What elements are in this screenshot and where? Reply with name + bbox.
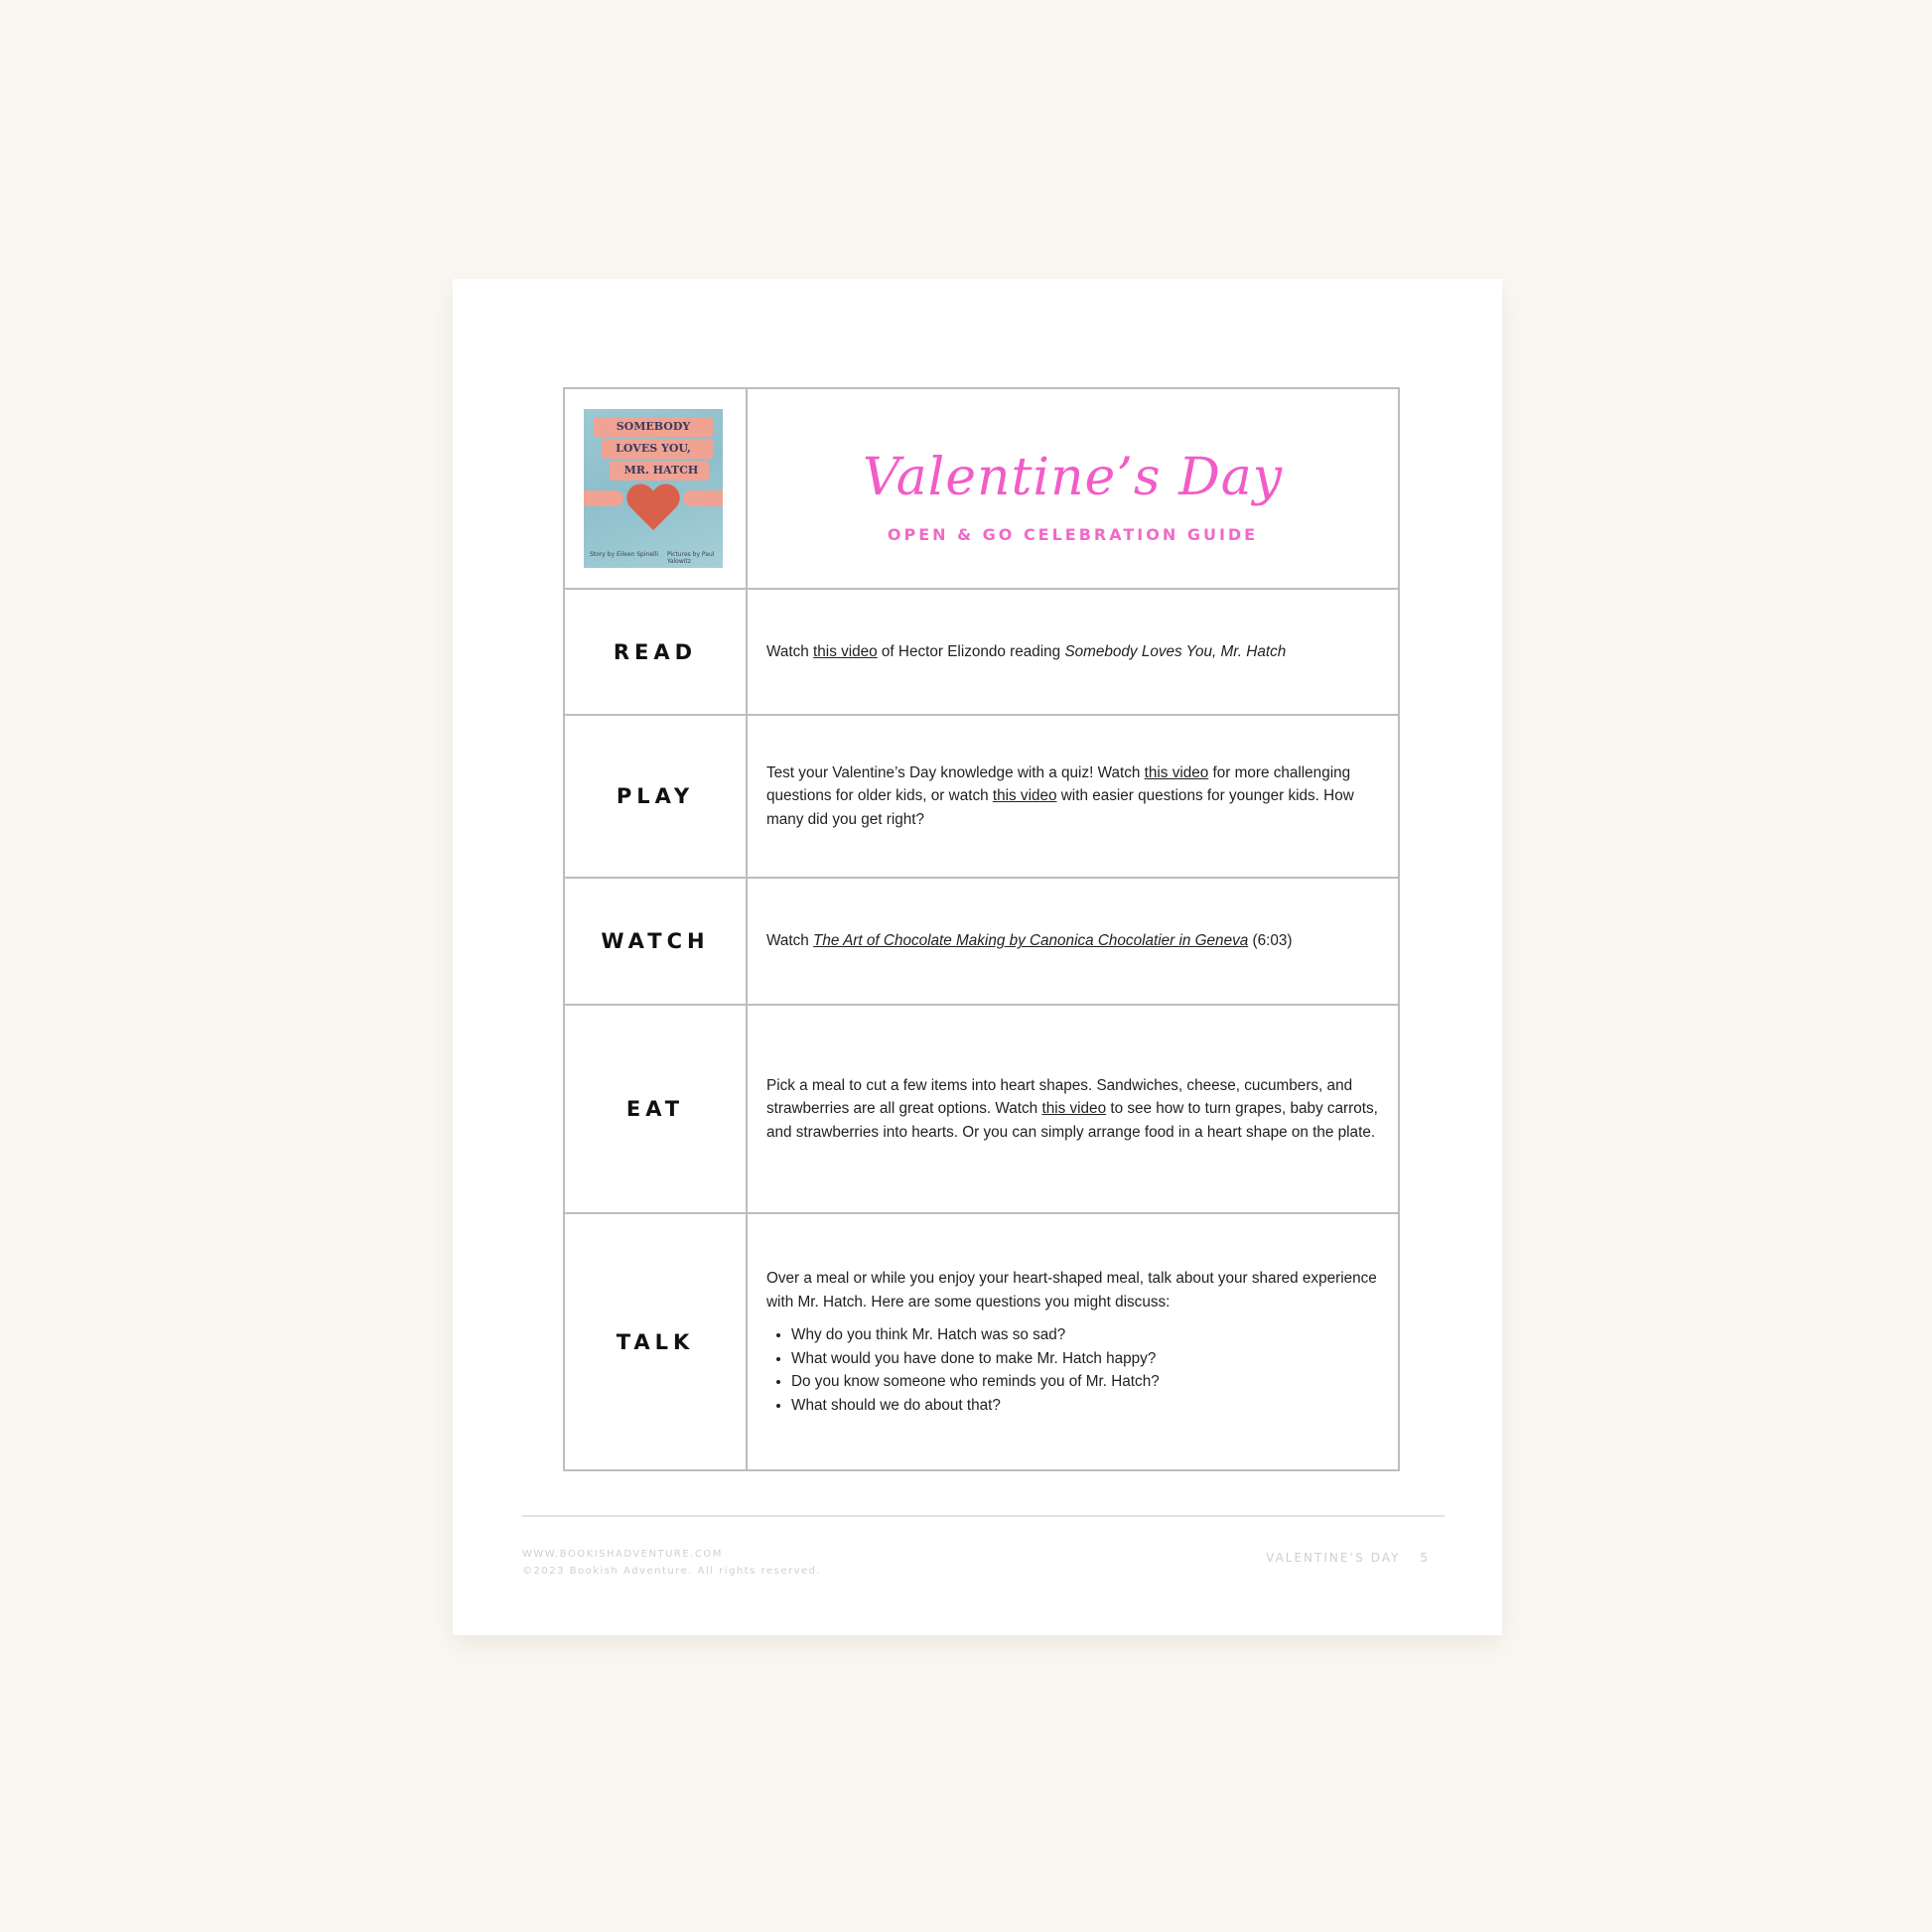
- watch-duration: (6:03): [1248, 932, 1293, 950]
- play-text-1: Test your Valentine’s Day knowledge with a quiz! Watch: [766, 763, 1145, 781]
- watch-content-cell: [747, 878, 1399, 1005]
- play-video-link-younger[interactable]: this video: [992, 787, 1057, 805]
- read-book-title: Somebody Loves You, Mr. Hatch: [1064, 642, 1287, 660]
- document-page: [453, 279, 1502, 1635]
- page-number: 5: [1420, 1551, 1430, 1565]
- eat-row: [564, 1005, 1399, 1213]
- eat-text-2: to see how to turn grapes, baby carrots, and strawberries into hearts. Or you can simply arrange food in a heart shape on the plate.: [766, 1100, 1378, 1141]
- eat-label-cell: [564, 1005, 747, 1213]
- watch-label-cell: [564, 878, 747, 1005]
- cover-author-credit: Story by Eileen Spinelli: [590, 551, 659, 558]
- play-text: [766, 761, 1380, 832]
- watch-label: WATCH: [601, 929, 710, 953]
- talk-content-cell: [747, 1213, 1399, 1470]
- read-video-link[interactable]: this video: [813, 642, 878, 660]
- list-item: • Why do you think Mr. Hatch was so sad?: [791, 1323, 1380, 1347]
- read-text: [766, 640, 1380, 664]
- eat-label: EAT: [625, 1097, 685, 1121]
- play-content-cell: [747, 715, 1399, 878]
- watch-text: [766, 929, 1380, 953]
- footer-website[interactable]: WWW.BOOKISHADVENTURE.COM: [522, 1549, 723, 1560]
- cover-title-line-3: MR. HATCH: [623, 464, 699, 477]
- eat-content-cell: [747, 1005, 1399, 1213]
- play-row: [564, 715, 1399, 878]
- eat-text-1: Pick a meal to cut a few items into heart shapes. Sandwiches, cheese, cucumbers, and strawberries are all great options. Watch: [766, 1076, 1353, 1118]
- list-item: • Do you know someone who reminds you of Mr. Hatch?: [791, 1370, 1380, 1394]
- header-row: [564, 388, 1399, 589]
- read-content-cell: [747, 589, 1399, 715]
- read-row: [564, 589, 1399, 715]
- cover-heart-illustration: [627, 484, 679, 548]
- watch-row: [564, 878, 1399, 1005]
- footer-divider: [522, 1515, 1445, 1517]
- cover-title-line-1: SOMEBODY: [616, 420, 691, 433]
- page-subtitle: OPEN & GO CELEBRATION GUIDE: [887, 524, 1259, 544]
- play-label-cell: [564, 715, 747, 878]
- eat-text: [766, 1074, 1380, 1145]
- cover-ribbon-left: [584, 490, 623, 506]
- read-text-1: Watch: [766, 642, 814, 660]
- cover-illustrator-credit: Pictures by Paul Yalowitz: [667, 551, 715, 565]
- title-cell: [747, 388, 1399, 589]
- watch-video-link[interactable]: The Art of Chocolate Making by Canonica Chocolatier in Geneva: [813, 932, 1249, 950]
- talk-label: TALK: [616, 1329, 695, 1354]
- read-label: READ: [613, 639, 698, 664]
- footer-copyright: ©2023 Bookish Adventure. All rights reserved.: [522, 1566, 822, 1577]
- cover-ribbon-right: [683, 490, 723, 506]
- list-item: • What would you have done to make Mr. Hatch happy?: [791, 1347, 1380, 1371]
- page-title: Valentine’s Day: [862, 447, 1284, 507]
- play-text-3: with easier questions for younger kids. How many did you get right?: [766, 787, 1354, 828]
- play-text-2: for more challenging questions for older kids, or watch: [766, 763, 1351, 805]
- book-cover-image: [584, 409, 723, 568]
- eat-video-link[interactable]: this video: [1041, 1100, 1107, 1118]
- read-label-cell: [564, 589, 747, 715]
- discussion-question-list: [766, 1323, 1380, 1417]
- talk-intro: Over a meal or while you enjoy your heart-shaped meal, talk about your shared experience with Mr. Hatch. Here are some questions you might discuss:: [766, 1270, 1377, 1311]
- play-label: PLAY: [616, 784, 695, 808]
- talk-label-cell: [564, 1213, 747, 1470]
- book-cover-cell: [564, 388, 747, 589]
- play-video-link-older[interactable]: this video: [1144, 763, 1209, 781]
- talk-row: [564, 1213, 1399, 1470]
- cover-title-line-2: LOVES YOU,: [616, 442, 691, 455]
- celebration-guide-table: [563, 387, 1400, 1471]
- footer-right: [1266, 1551, 1430, 1565]
- footer-section-name: VALENTINE’S DAY: [1266, 1551, 1401, 1565]
- watch-text-1: Watch: [766, 932, 814, 950]
- list-item: • What should we do about that?: [791, 1394, 1380, 1418]
- footer-left: [522, 1546, 821, 1580]
- read-text-2: of Hector Elizondo reading: [877, 642, 1065, 660]
